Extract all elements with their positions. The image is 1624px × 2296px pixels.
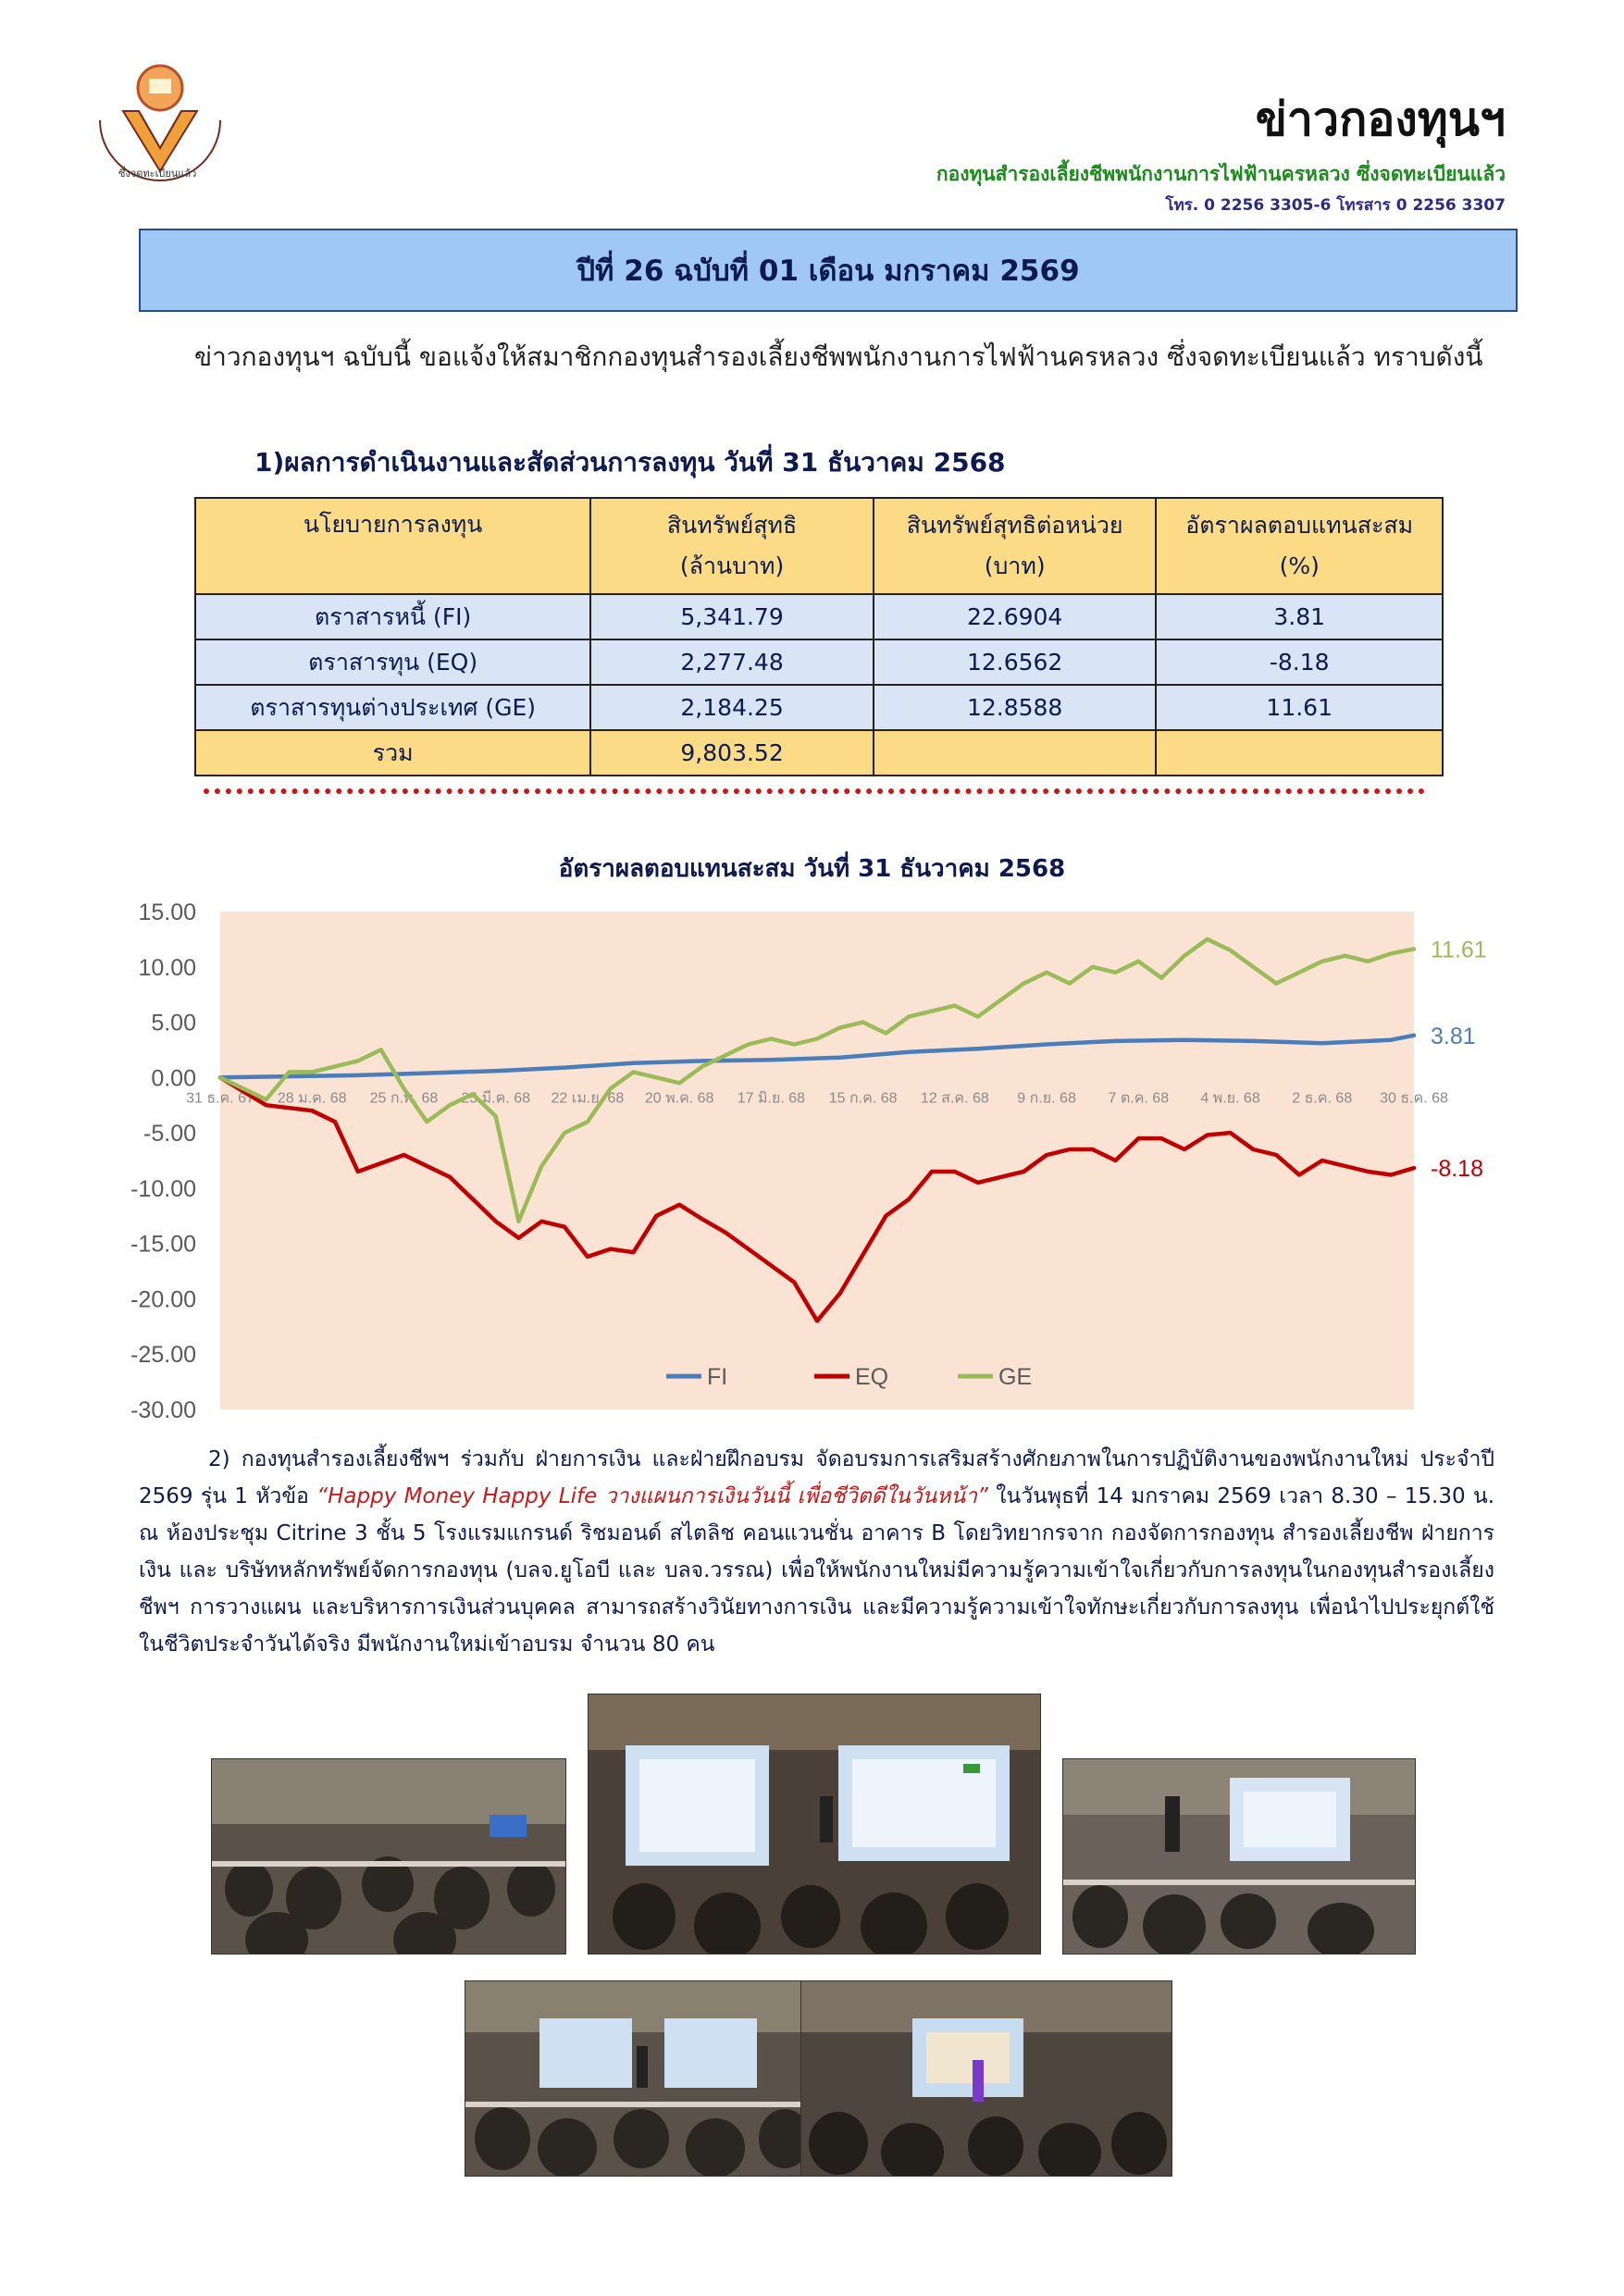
table-cell: 3.81 [1156,594,1443,639]
training-photo-4 [465,1980,820,2177]
x-tick-label: 28 ม.ค. 68 [277,1090,347,1107]
x-tick-label: 22 เม.ย. 68 [551,1090,625,1107]
table-row [195,685,1443,730]
training-photo-5 [800,1980,1172,2177]
x-tick-label: 30 ธ.ค. 68 [1380,1090,1448,1107]
training-photo-3 [1062,1758,1416,1955]
section-2-paragraph [139,1441,1494,1663]
table-cell: รวม [195,730,590,776]
table-row [195,594,1443,639]
table-cell [874,730,1157,776]
header-line: สินทรัพย์สุทธิต่อหน่วย [906,512,1123,539]
dotted-divider [204,788,1425,794]
fund-contact: โทร. 0 2256 3305-6 โทรสาร 0 2256 3307 [1165,196,1506,215]
issue-banner-text: ปีที่ 26 ฉบับที่ 01 เดือน มกราคม 2569 [576,254,1080,288]
fund-logo [81,56,239,194]
table-cell: 2,184.25 [590,685,874,730]
table-header-cumulative-return [1156,498,1443,594]
x-tick-label: 7 ต.ค. 68 [1108,1090,1170,1107]
intro-paragraph: ข่าวกองทุนฯ ฉบับนี้ ขอแจ้งให้สมาชิกกองทุนสำรองเลี้ยงชีพพนักงานการไฟฟ้านครหลวง ซึ่งจดทะเบียนแล้ว ทราบดังนี้ [194,341,1483,372]
y-tick-label: 5.00 [151,1010,196,1036]
table-cell: -8.18 [1156,639,1443,685]
table-cell: ตราสารทุน (EQ) [195,639,590,685]
y-tick-label: -5.00 [143,1121,196,1148]
table-header-net-assets [590,498,874,594]
header-line: นโยบายการลงทุน [303,511,483,538]
table-cell: ตราสารหนี้ (FI) [195,594,590,639]
legend-label-fi: FI [707,1364,728,1391]
y-tick-label: 0.00 [151,1065,196,1092]
header-unit: (%) [1279,552,1320,579]
x-tick-label: 31 ธ.ค. 67 [186,1090,254,1107]
page-title: ข่าวกองทุนฯ [1255,93,1506,146]
y-tick-label: 15.00 [138,900,196,925]
table-cell: 12.6562 [874,639,1157,685]
x-tick-label: 4 พ.ย. 68 [1200,1090,1260,1107]
performance-table [194,497,1444,776]
table-cell: 9,803.52 [590,730,874,776]
table-cell: 5,341.79 [590,594,874,639]
table-cell: 11.61 [1156,685,1443,730]
training-photo-2 [588,1694,1041,1955]
section-2-text-cont: ในวันพุธที่ 14 มกราคม 2569 เวลา 8.30 – 15.30 น. ณ ห้องประชุม Citrine 3 ชั้น 5 โรงแรมแกรนด์ ริชมอนด์ สไตลิช คอนแวนชั่น อาคาร B โดยวิทยากรจาก กองจัดการกองทุน สำรองเลี้ยงชีพ ฝ่ายการเงิน และ บริษัทหลักทรัพย์จัดการกองทุน (บลจ.ยูโอบี และ บลจ.วรรณ) เพื่อให้พนักงานใหม่มีความรู้ความเข้าใจเกี่ยวกับการลงทุนในกองทุนสำรองเลี้ยงชีพฯ การวางแผน และบริหารการเงินส่วนบุคคล สามารถสร้างวินัยทางการเงิน และมีความรู้ความเข้าใจทักษะเกี่ยวกับการลงทุน เพื่อนำไปประยุกต์ใช้ในชีวิตประจำวันได้จริง มีพนักงานใหม่เข้าอบรม จำนวน 80 คน [139,1484,1495,1657]
fund-name: กองทุนสำรองเลี้ยงชีพพนักงานการไฟฟ้านครหลวง ซึ่งจดทะเบียนแล้ว [936,163,1506,185]
y-tick-label: -20.00 [130,1286,196,1313]
table-total-row [195,730,1443,776]
table-cell: 12.8588 [874,685,1157,730]
y-tick-label: -15.00 [130,1231,196,1258]
x-tick-label: 25 มี.ค. 68 [461,1090,531,1107]
table-header-nav-per-unit [874,498,1157,594]
legend-label-ge: GE [998,1364,1033,1391]
header-line: อัตราผลตอบแทนสะสม [1185,512,1414,539]
series-end-label-eq: -8.18 [1431,1156,1483,1183]
cumulative-return-chart [83,893,1564,1430]
series-end-label-fi: 3.81 [1431,1023,1476,1049]
x-tick-label: 17 มิ.ย. 68 [737,1090,806,1107]
logo-caption: ซึ่งจดทะเบียนแล้ว [118,168,197,180]
table-cell [1156,730,1443,776]
table-header-row [195,498,1443,594]
section-1-title: 1)ผลการดำเนินงานและสัดส่วนการลงทุน วันที่ 31 ธันวาคม 2568 [254,447,1006,478]
x-tick-label: 9 ก.ย. 68 [1017,1090,1076,1107]
series-end-label-ge: 11.61 [1431,937,1487,963]
table-cell: 22.6904 [874,594,1157,639]
header-unit: (บาท) [984,552,1046,579]
section-2-text: 2) กองทุนสำรองเลี้ยงชีพฯ ร่วมกับ ฝ่ายการเงิน และฝ่ายฝึกอบรม จัดอบรมการเสริมสร้างศักยภาพในการปฏิบัติงานของพนักงานใหม่ ประจำปี 2569 รุ่น 1 หัวข้อ [139,1447,1494,1508]
y-tick-label: -25.00 [130,1342,196,1369]
table-cell: 2,277.48 [590,639,874,685]
x-tick-label: 20 พ.ค. 68 [644,1090,714,1107]
section-2-highlight: “Happy Money Happy Life วางแผนการเงินวันนี้ เพื่อชีวิตดีในวันหน้า” [316,1484,988,1508]
x-tick-label: 15 ก.ค. 68 [828,1090,898,1107]
x-tick-label: 2 ธ.ค. 68 [1292,1090,1353,1107]
issue-banner [139,229,1518,312]
table-header-policy [195,498,590,594]
table-cell: ตราสารทุนต่างประเทศ (GE) [195,685,590,730]
header-line: สินทรัพย์สุทธิ [666,512,798,539]
chart-title: อัตราผลตอบแทนสะสม วันที่ 31 ธันวาคม 2568 [558,855,1066,883]
x-tick-label: 25 ก.พ. 68 [369,1090,439,1107]
table-row [195,639,1443,685]
header-unit: (ล้านบาท) [679,552,785,579]
x-tick-label: 12 ส.ค. 68 [920,1090,989,1107]
plot-area [220,912,1414,1409]
y-tick-label: -30.00 [130,1397,196,1423]
training-photo-1 [211,1758,566,1955]
y-tick-label: 10.00 [138,954,196,981]
legend-label-eq: EQ [855,1364,889,1391]
y-tick-label: -10.00 [130,1175,196,1202]
